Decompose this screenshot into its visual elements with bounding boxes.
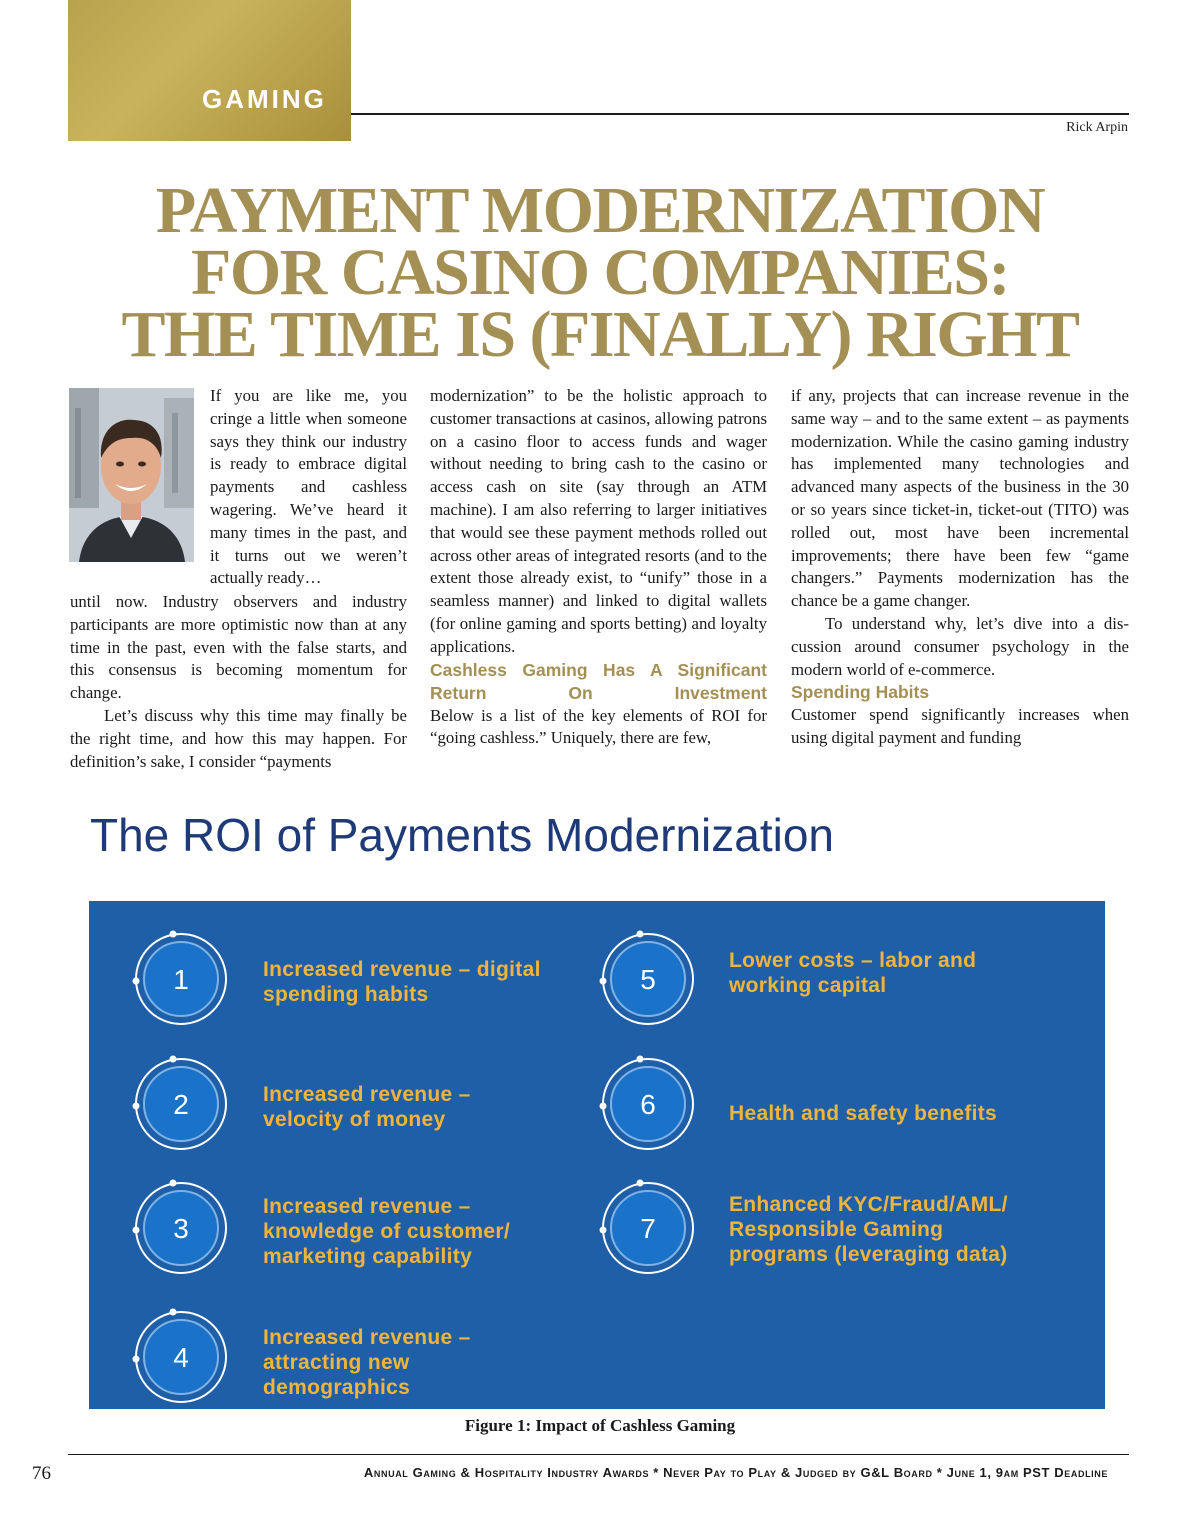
headline <box>60 174 1140 371</box>
figure-panel <box>89 901 1105 1409</box>
figure-title: The ROI of Payments Modernization <box>90 809 834 861</box>
article-column-1 <box>70 591 407 773</box>
roi-item-text <box>263 1325 471 1400</box>
article-paragraph: Customer spend significantly increases when using digital payment and funding <box>791 705 1129 748</box>
number-badge-icon <box>598 1054 698 1154</box>
roi-item-text <box>263 1082 471 1132</box>
roi-line: marketing capability <box>263 1245 473 1268</box>
article-paragraph: Below is a list of the key elements of ROI for “going cashless.” Uniquely, there are few, <box>430 705 767 748</box>
article-paragraph: until now. Industry observers and industry participants are more optimistic now than at any time in the past, even with the false starts, and this consensus is becoming momentum for change. <box>70 592 407 703</box>
number-badge-icon <box>131 1307 231 1407</box>
section-label: GAMING <box>202 84 327 114</box>
number-badge-icon <box>598 929 698 1029</box>
roi-line: Enhanced KYC/Fraud/AML/ <box>729 1193 1008 1216</box>
article-paragraph: Let’s discuss why this time may finally be the right time, and how this may happen. For definition’s sake, I consider “payments <box>70 705 407 771</box>
roi-line: demographics <box>263 1376 411 1399</box>
author-portrait <box>69 388 194 562</box>
roi-line: spending habits <box>263 983 429 1006</box>
roi-line: Health and safety benefits <box>729 1102 998 1125</box>
number-badge-icon <box>598 1178 698 1278</box>
roi-line: programs (leveraging data) <box>729 1243 1008 1266</box>
article-paragraph: if any, projects that can increase revenue in the same way – and to the same extent – as payments modernization. While the casino gaming industry has implemented many technologies and advanced many aspects of the business in the 30 or so years since ticket-in, ticket-out (TITO) was rolled out, most have been incremental improvements; there have been few “game changers.” Payments modernization has the chance be a game changer. <box>791 386 1129 611</box>
roi-line: attracting new <box>263 1351 410 1374</box>
badge-number: 6 <box>640 1089 656 1120</box>
number-badge-icon <box>131 1054 231 1154</box>
roi-item-text <box>729 1192 1008 1267</box>
roi-item-text <box>729 1101 997 1126</box>
badge-number: 5 <box>640 964 656 995</box>
badge-number: 4 <box>173 1342 189 1373</box>
badge-number: 1 <box>173 964 189 995</box>
roi-line: Increased revenue – <box>263 1195 471 1218</box>
badge-number: 7 <box>640 1213 656 1244</box>
roi-line: Increased revenue – <box>263 1083 471 1106</box>
roi-line: Increased revenue – digital <box>263 958 541 981</box>
badge-number: 3 <box>173 1213 189 1244</box>
roi-line: working capital <box>729 974 887 997</box>
roi-item-text <box>263 1194 510 1269</box>
roi-line: Responsible Gaming <box>729 1218 944 1241</box>
roi-item-text <box>729 948 976 998</box>
footer-banner: Annual Gaming & Hospitality Industry Awards * Never Pay to Play & Judged by G&L Board * June 1, 9am PST Deadline <box>363 1465 1108 1480</box>
author-name: Rick Arpin <box>1066 120 1128 135</box>
roi-line: velocity of money <box>263 1108 446 1131</box>
article-column-3 <box>791 385 1129 750</box>
headline-line-2: FOR CASINO COMPANIES: <box>191 236 1009 309</box>
badge-number: 2 <box>173 1089 189 1120</box>
portrait-illustration <box>69 388 194 562</box>
section-tab <box>68 0 351 141</box>
article-paragraph: To understand why, let’s dive into a discussion around consumer psychology in the modern world of e-commerce. <box>791 613 1129 679</box>
article-column-1-wrap <box>210 385 407 590</box>
number-badge-icon <box>131 929 231 1029</box>
article-column-2 <box>430 385 767 750</box>
header-rule <box>351 113 1129 115</box>
number-badge-icon <box>131 1178 231 1278</box>
article-paragraph: modernization” to be the holistic approach to customer transactions at casinos, allowing patrons on a casino floor to access funds and wager without needing to bring cash to the casino or access cash on site (say through an ATM machine). I am also referring to larger initiatives that would see these payment methods rolled out across other areas of integrated resorts (and to the extent those already exist, to “unify” those in a seamless manner) and linked to digital wallets (for online gaming and sports betting) and loyalty applications. <box>430 386 767 656</box>
roi-line: Increased revenue – <box>263 1326 471 1349</box>
roi-line: Lower costs – labor and <box>729 949 977 972</box>
figure-caption: Figure 1: Impact of Cashless Gaming <box>464 1416 736 1435</box>
footer-rule <box>68 1454 1129 1455</box>
roi-item-text <box>263 957 541 1007</box>
article-subhead: Cashless Gaming Has A Significant Return On Investment <box>430 659 767 703</box>
article-paragraph: If you are like me, you cringe a little when someone says they think our industry is ready to embrace digital payments and cashless wagering. We’ve heard it many times in the past, and it turns out we weren’t actually ready… <box>210 386 407 588</box>
article-subhead: Spending Habits <box>791 682 930 703</box>
roi-line: knowledge of customer/ <box>263 1220 510 1243</box>
page-number: 76 <box>32 1463 51 1484</box>
headline-line-3: THE TIME IS (FINALLY) RIGHT <box>121 298 1079 371</box>
headline-line-1: PAYMENT MODERNIZATION <box>155 174 1045 247</box>
